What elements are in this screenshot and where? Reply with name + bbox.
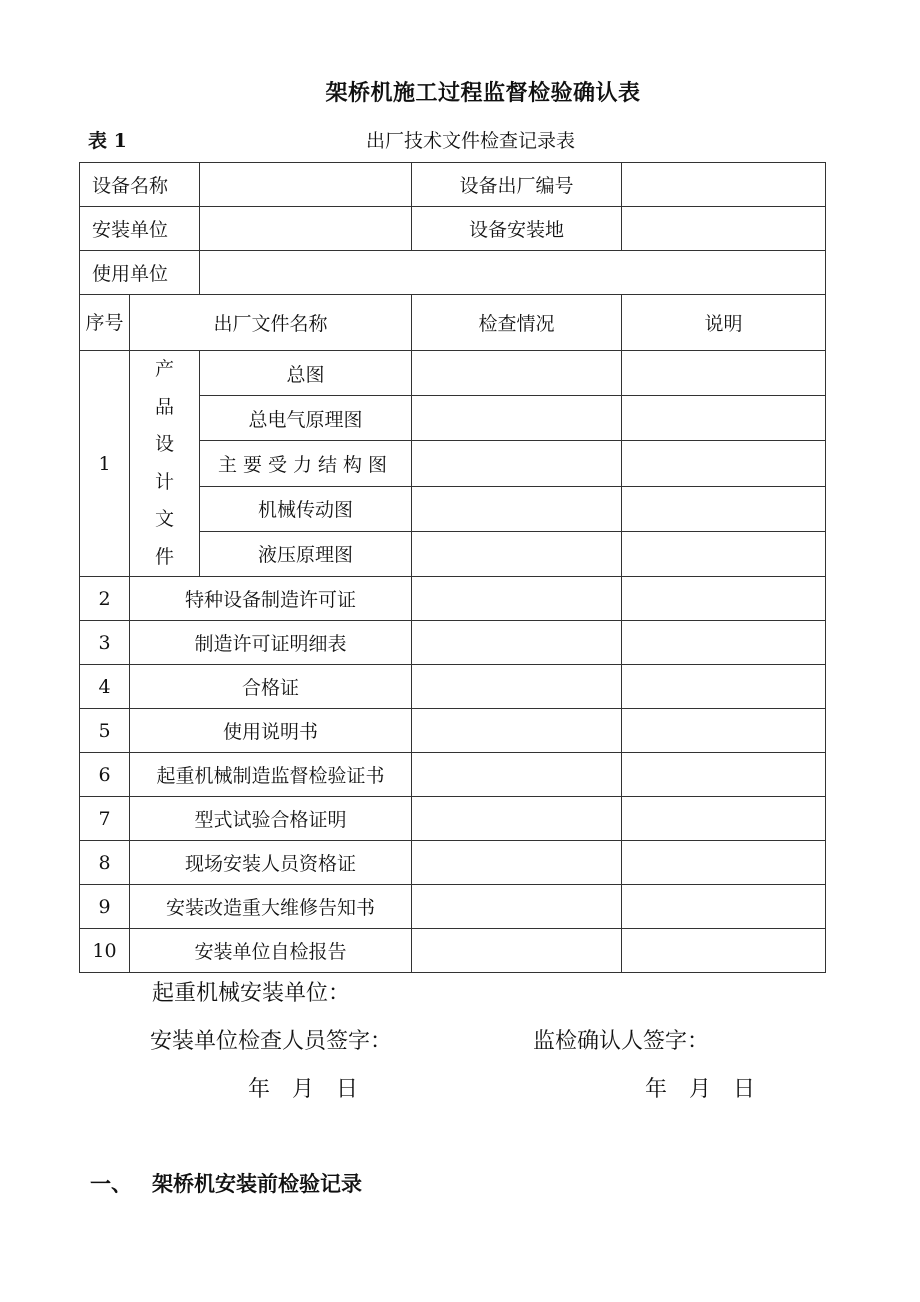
note-cell[interactable] bbox=[622, 621, 826, 665]
file-name: 安装改造重大维修告知书 bbox=[130, 885, 412, 929]
note-cell[interactable] bbox=[622, 486, 826, 531]
table-subtitle: 出厂技术文件检查记录表 bbox=[366, 130, 576, 152]
note-cell[interactable] bbox=[622, 577, 826, 621]
group-label-char: 产 bbox=[155, 358, 175, 380]
section-title: 架桥机安装前检验记录 bbox=[152, 1171, 362, 1196]
note-cell[interactable] bbox=[622, 441, 826, 486]
note-cell[interactable] bbox=[622, 797, 826, 841]
file-name: 特种设备制造许可证 bbox=[130, 577, 412, 621]
info-row bbox=[80, 163, 826, 207]
user-unit-label: 使用单位 bbox=[80, 251, 200, 295]
table-row bbox=[80, 709, 826, 753]
note-cell[interactable] bbox=[622, 665, 826, 709]
install-site-label: 设备安装地 bbox=[412, 207, 622, 251]
file-name-header: 出厂文件名称 bbox=[130, 295, 412, 351]
status-cell[interactable] bbox=[412, 929, 622, 973]
status-cell[interactable] bbox=[412, 885, 622, 929]
table-row bbox=[80, 841, 826, 885]
status-cell[interactable] bbox=[412, 577, 622, 621]
status-cell[interactable] bbox=[412, 797, 622, 841]
table-row bbox=[80, 577, 826, 621]
group-label-char: 件 bbox=[155, 545, 175, 568]
row-number: 4 bbox=[80, 665, 130, 709]
file-name: 总图 bbox=[200, 351, 412, 396]
table-row bbox=[80, 351, 826, 396]
install-unit-label: 安装单位 bbox=[80, 207, 200, 251]
page-title: 架桥机施工过程监督检验确认表 bbox=[325, 80, 641, 106]
info-row bbox=[80, 207, 826, 251]
row-number: 5 bbox=[80, 709, 130, 753]
status-cell[interactable] bbox=[412, 621, 622, 665]
group-label-char: 计 bbox=[155, 470, 175, 493]
device-name-value[interactable] bbox=[200, 163, 412, 207]
note-cell[interactable] bbox=[622, 885, 826, 929]
file-name: 安装单位自检报告 bbox=[130, 929, 412, 973]
table-row bbox=[80, 621, 826, 665]
inspection-table bbox=[79, 162, 826, 973]
row-number: 6 bbox=[80, 753, 130, 797]
note-header: 说明 bbox=[622, 295, 826, 351]
status-cell[interactable] bbox=[412, 396, 622, 441]
file-name: 总电气原理图 bbox=[200, 396, 412, 441]
group-label-char: 文 bbox=[155, 508, 175, 530]
section-heading bbox=[90, 1168, 362, 1198]
info-row bbox=[80, 251, 826, 295]
file-name: 型式试验合格证明 bbox=[130, 797, 412, 841]
status-cell[interactable] bbox=[412, 841, 622, 885]
group-label-char: 品 bbox=[155, 395, 175, 418]
install-unit-signature: 起重机械安装单位： bbox=[152, 981, 351, 1006]
status-cell[interactable] bbox=[412, 709, 622, 753]
date-left: 年 月 日 bbox=[248, 1077, 359, 1102]
file-name: 起重机械制造监督检验证书 bbox=[130, 753, 412, 797]
table-row bbox=[80, 797, 826, 841]
user-unit-value[interactable] bbox=[200, 251, 826, 295]
row-number: 7 bbox=[80, 797, 130, 841]
install-site-value[interactable] bbox=[622, 207, 826, 251]
inspector-signature: 安装单位检查人员签字： bbox=[150, 1029, 393, 1054]
note-cell[interactable] bbox=[622, 709, 826, 753]
factory-number-label: 设备出厂编号 bbox=[412, 163, 622, 207]
status-cell[interactable] bbox=[412, 486, 622, 531]
status-cell[interactable] bbox=[412, 351, 622, 396]
note-cell[interactable] bbox=[622, 531, 826, 576]
date-right: 年 月 日 bbox=[645, 1077, 756, 1102]
note-cell[interactable] bbox=[622, 929, 826, 973]
note-cell[interactable] bbox=[622, 396, 826, 441]
install-unit-value[interactable] bbox=[200, 207, 412, 251]
note-cell[interactable] bbox=[622, 351, 826, 396]
group-label-char: 设 bbox=[155, 433, 175, 455]
table-row bbox=[80, 753, 826, 797]
device-name-label: 设备名称 bbox=[80, 163, 200, 207]
table-row bbox=[80, 665, 826, 709]
factory-number-value[interactable] bbox=[622, 163, 826, 207]
file-name: 使用说明书 bbox=[130, 709, 412, 753]
table-row bbox=[80, 885, 826, 929]
file-name: 合格证 bbox=[130, 665, 412, 709]
file-name: 机械传动图 bbox=[200, 486, 412, 531]
section-number: 一、 bbox=[90, 1171, 132, 1196]
row-number: 9 bbox=[80, 885, 130, 929]
row-number: 10 bbox=[80, 929, 130, 973]
file-name: 主要受力结构图 bbox=[200, 441, 412, 486]
file-name: 液压原理图 bbox=[200, 531, 412, 576]
row-number: 1 bbox=[80, 351, 130, 577]
note-cell[interactable] bbox=[622, 841, 826, 885]
file-name: 制造许可证明细表 bbox=[130, 621, 412, 665]
status-header: 检查情况 bbox=[412, 295, 622, 351]
confirm-signature: 监检确认人签字： bbox=[533, 1029, 710, 1054]
row-number: 2 bbox=[80, 577, 130, 621]
table-number: 表 1 bbox=[88, 130, 127, 152]
status-cell[interactable] bbox=[412, 753, 622, 797]
row-number: 3 bbox=[80, 621, 130, 665]
row-number: 8 bbox=[80, 841, 130, 885]
seq-header: 序号 bbox=[80, 295, 130, 351]
status-cell[interactable] bbox=[412, 531, 622, 576]
status-cell[interactable] bbox=[412, 441, 622, 486]
status-cell[interactable] bbox=[412, 665, 622, 709]
table-row bbox=[80, 929, 826, 973]
note-cell[interactable] bbox=[622, 753, 826, 797]
header-row bbox=[80, 295, 826, 351]
file-name: 现场安装人员资格证 bbox=[130, 841, 412, 885]
group-label bbox=[130, 351, 200, 577]
